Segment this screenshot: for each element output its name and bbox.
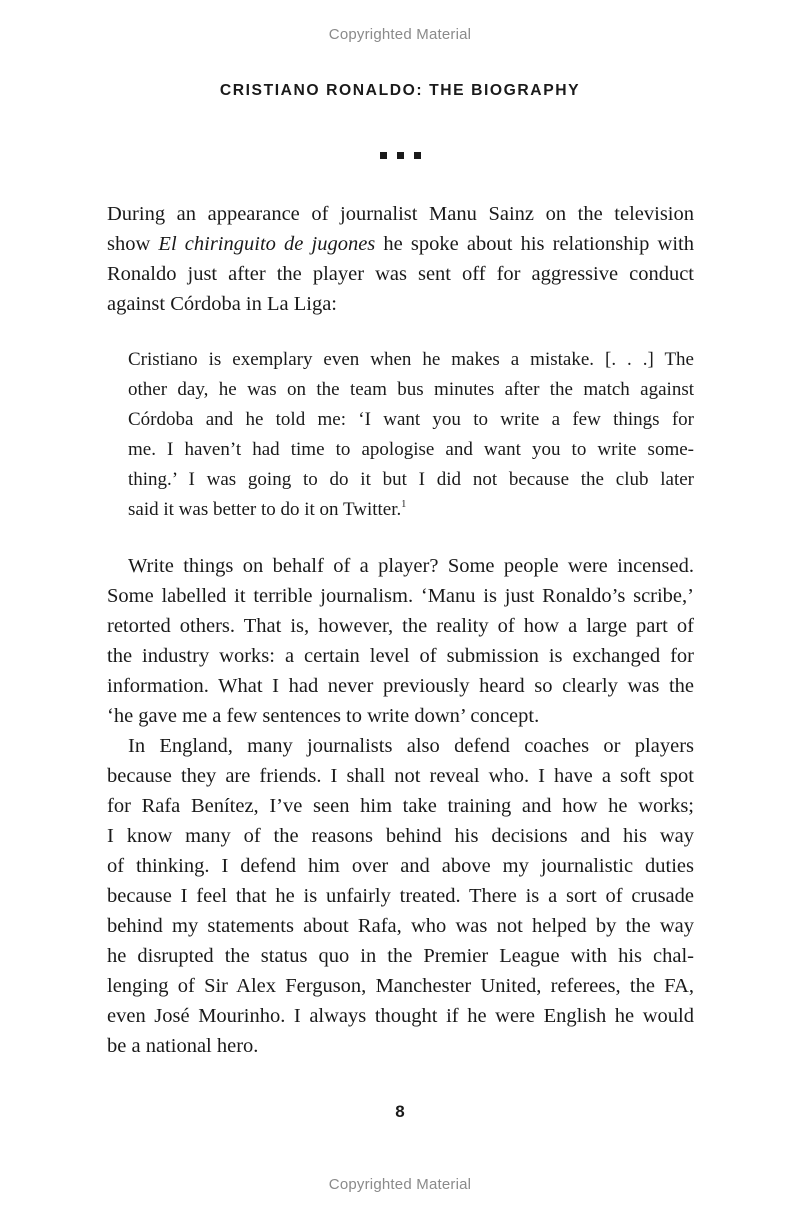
show-title: El chiringuito de jugones [158, 233, 376, 255]
text-line: Ronaldo just after the player was sent off for aggressive conduct [107, 263, 694, 285]
quote-line: Cristiano is exemplary even when he makes a mistake. [. . .] The [128, 349, 694, 370]
text-line: In England, many journalists also defend coaches or players [128, 735, 694, 757]
text-line: During an appearance of journalist Manu Sainz on the television [107, 203, 694, 225]
text-line: retorted others. That is, however, the reality of how a large part of [107, 615, 694, 637]
text-line: because I feel that he is unfairly treated. There is a sort of crusade [107, 885, 694, 907]
copyright-watermark-top: Copyrighted Material [328, 26, 472, 43]
ornament-square [397, 152, 404, 159]
text-line: even José Mourinho. I always thought if he were English he would [107, 1005, 694, 1027]
quote-line: said it was better to do it on Twitter.$^1$ [128, 499, 407, 520]
text-line: Some labelled it terrible journalism. ‘Manu is just Ronaldo’s scribe,’ [107, 585, 694, 607]
quote-line: thing.’ I was going to do it but I did not because the club later [128, 469, 694, 490]
text-line: against Córdoba in La Liga: [107, 293, 337, 315]
text-line: Write things on behalf of a player? Some people were incensed. [128, 555, 694, 577]
section-break-ornament [0, 152, 800, 159]
paragraph-england [107, 731, 694, 1061]
text-line: ‘he gave me a few sentences to write down’ concept. [107, 705, 540, 727]
text-line: show El chiringuito de jugones he spoke about his relationship with [107, 233, 694, 255]
ornament-square [380, 152, 387, 159]
copyright-watermark-bottom: Copyrighted Material [328, 1176, 472, 1193]
quote-line: Córdoba and he told me: ‘I want you to write a few things for [128, 409, 694, 430]
text-line: be a national hero. [107, 1035, 259, 1057]
paragraph-intro [107, 199, 694, 319]
text-line: for Rafa Benítez, I’ve seen him take training and how he works; [107, 795, 694, 817]
text-line: information. What I had never previously heard so clearly was the [107, 675, 694, 697]
running-head: CRISTIANO RONALDO: THE BIOGRAPHY [219, 82, 581, 99]
ornament-square [414, 152, 421, 159]
page-number: 8 [395, 1102, 405, 1121]
text-line: he disrupted the status quo in the Premier League with his chal- [107, 945, 694, 967]
paragraph-scribe [107, 551, 694, 731]
page-body [107, 199, 694, 1061]
text-line: lenging of Sir Alex Ferguson, Manchester United, referees, the FA, [107, 975, 694, 997]
text-line: behind my statements about Rafa, who was not helped by the way [107, 915, 694, 937]
quote-line: other day, he was on the team bus minutes after the match against [128, 379, 694, 400]
text-line: because they are friends. I shall not reveal who. I have a soft spot [107, 765, 694, 787]
quote-line: me. I haven’t had time to apologise and want you to write some- [128, 439, 694, 460]
block-quote [128, 345, 694, 525]
text-line: I know many of the reasons behind his decisions and his way [107, 825, 694, 847]
text-line: the industry works: a certain level of submission is exchanged for [107, 645, 694, 667]
text-line: of thinking. I defend him over and above my journalistic duties [107, 855, 694, 877]
footnote-reference[interactable]: 1 [401, 499, 407, 510]
